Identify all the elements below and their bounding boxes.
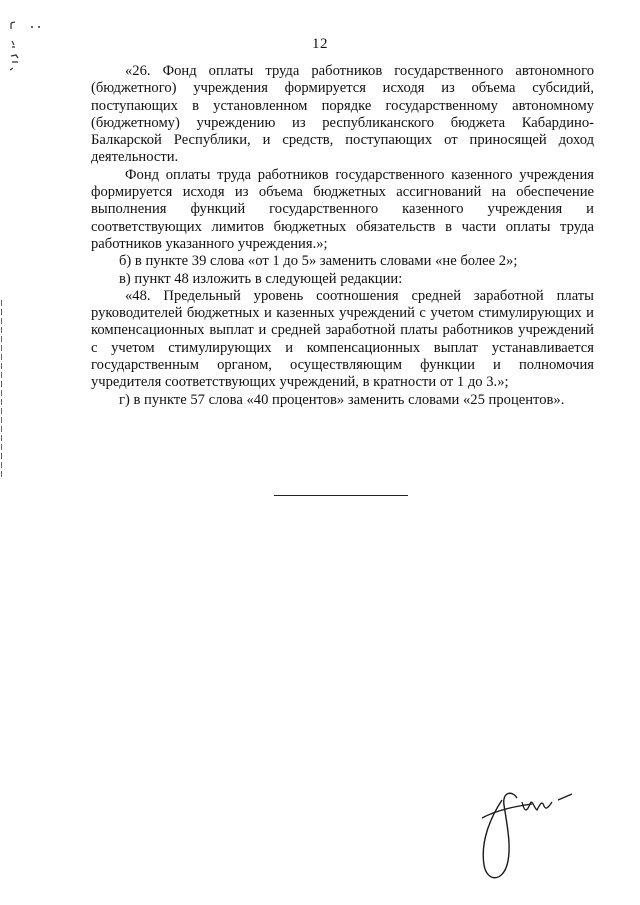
paragraph-48: «48. Предельный уровень соотношения средней заработной платы руководителей бюджетных и казенных учреждений с учетом стимулирующих и компенсационных выплат и средней заработной платы работников учреждений с учетом стимулирующих и компенсационных выплат устанавливается государственным органом, осуществляющим функции и полномочия учредителя соответствующих учреждений, в кратности от 1 до 3.»; bbox=[91, 287, 594, 391]
page-number: 12 bbox=[312, 36, 328, 52]
handwritten-signature bbox=[462, 770, 592, 890]
closing-separator-line bbox=[274, 495, 408, 496]
document-body bbox=[91, 63, 594, 409]
binding-margin-line bbox=[0, 300, 3, 480]
item-b: б) в пункте 39 слова «от 1 до 5» заменить словами «не более 2»; bbox=[119, 253, 518, 270]
paragraph-kazennoe-fund: Фонд оплаты труда работников государственного казенного учреждения формируется исходя из объема бюджетных ассигнований на обеспечение выполнения функций государственного казенного учреждения и соответствующих лимитов бюджетных обязательств в части оплаты труда работников указанного учреждения.»; bbox=[91, 166, 594, 252]
item-g: г) в пункте 57 слова «40 процентов» заменить словами «25 процентов». bbox=[119, 391, 565, 408]
paragraph-26: «26. Фонд оплаты труда работников государственного автономного (бюджетного) учреждения формируется исходя из объема субсидий, поступающих в установленном порядке государственному автономному (бюджетному) учреждению из республиканского бюджета Кабардино-Балкарской Республики, и средств, поступающих от приносящей доход деятельности. bbox=[91, 63, 594, 166]
item-v: в) пункт 48 изложить в следующей редакции: bbox=[119, 270, 403, 287]
